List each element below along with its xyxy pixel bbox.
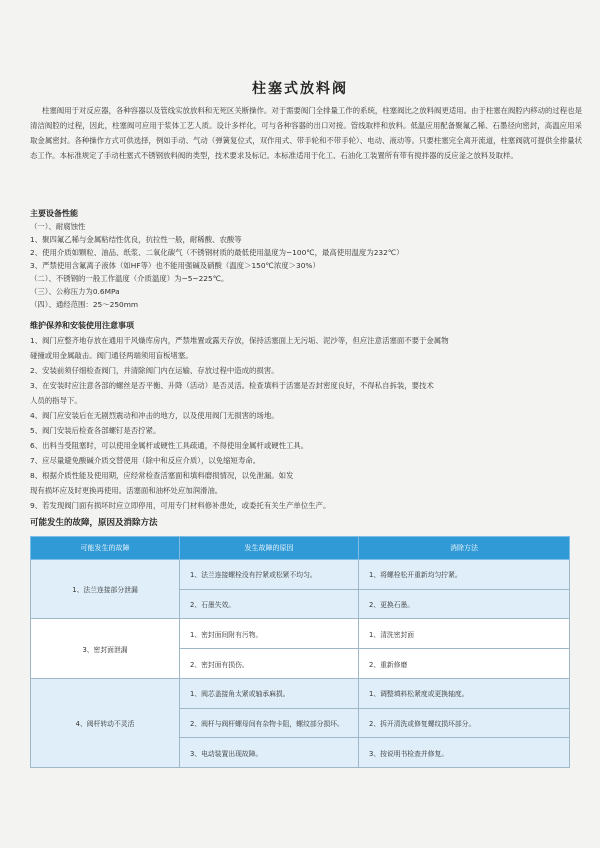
performance-line: （二）、不锈钢的一般工作温度（介质温度）为−5~225℃。 xyxy=(30,274,229,283)
fix-cell: 2、拆开清洗或修复螺纹损坏部分。 xyxy=(359,708,570,738)
cause-cell: 1、密封面间附有污物。 xyxy=(180,619,359,649)
intro-paragraph: 柱塞阀用于对反应器，各种容器以及管线实放放料和无死区关断操作。对于需要阀门全排量工作的系统，柱塞阀比之放料阀更适用。由于柱塞在阀腔内移动的过程也是清洁阀腔的过程，因此，柱塞阀可应用于浆体工艺人质。设计多样化，可与各种容器的出口对接。管线取样和放料。低温应用配备聚氟乙稀、石墨径向密封，高温应用采取金属密封。各种操作方式可供选择，例如手动、气动（弹簧复位式，双作用式、带手轮和不带手轮）、电动、液动等。只要柱塞完全离开流道，柱塞阀就可提供全排量状态工作。本标准规定了手动柱塞式不锈钢放料阀的类型，技术要求及标记。本标准适用于化工、石油化工装置所有带有搅拌器的反应釜之放料及取样。 xyxy=(30,106,582,160)
fix-cell: 2、重新修磨 xyxy=(359,649,570,679)
performance-line: （四）、通经范围：25～250mm xyxy=(30,300,139,309)
column-header: 消除方法 xyxy=(359,537,570,560)
maintenance-heading: 维护保养和安装使用注意事项 xyxy=(30,321,134,330)
maintenance-line: 碰撞或用金属敲击。阀门通径两端须用盲板堵塞。 xyxy=(30,351,193,360)
maintenance-line: 5、阀门安装后检查各部螺钉是否拧紧。 xyxy=(30,426,161,435)
cause-cell: 2、石墨失效。 xyxy=(180,589,359,619)
performance-line: （三）、公称压力为0.6MPa xyxy=(30,287,120,296)
fault-cell: 4、阀杆转动不灵活 xyxy=(31,678,180,767)
fix-cell: 1、清洗密封面 xyxy=(359,619,570,649)
performance-line: （一）、耐腐蚀性 xyxy=(30,222,86,231)
fix-cell: 1、调整填料松紧度或更换轴度。 xyxy=(359,678,570,708)
cause-cell: 1、阀芯盖接角太紧或轴承麻损。 xyxy=(180,678,359,708)
performance-line: 2、使用介质如颗粒、油品、纸浆、二氧化碳气（不锈钢材质的最低使用温度为−100℃，最高使用温度为232℃） xyxy=(30,248,404,257)
maintenance-line: 7、应尽量避免酸碱介质交替使用（除中和反应介质），以免缩短寿命。 xyxy=(30,456,261,465)
maintenance-line: 现有损坏应及时更换再使用。活塞面和油杯处应加润滑油。 xyxy=(30,486,223,495)
fault-cell: 3、密封面泄漏 xyxy=(31,619,180,678)
table-row xyxy=(31,678,570,708)
maintenance-line: 3、在安装时应注意各部的螺丝是否平衡、升降（活动）是否灵活。检查填料于活塞是否封密度良好，不得私自拆装，要技术 xyxy=(30,381,434,390)
maintenance-line: 1、阀门应整齐地存放在通用干风燥库房内，严禁堆置或露天存放，保持活塞面上无污垢、泥沙等，但应注意活塞面不要于金属物 xyxy=(30,336,449,345)
cause-cell: 2、阀杆与阀杆螺母间有杂物卡阻，螺纹部分损坏。 xyxy=(180,708,359,738)
column-header: 发生故障的原因 xyxy=(180,537,359,560)
maintenance-line: 2、安装前须仔细检查阀门，并清除阀门内在运输、存放过程中造成的损害。 xyxy=(30,366,279,375)
fault-table xyxy=(30,536,570,768)
performance-line: 1、聚四氟乙稀与金属粘结性优良，抗拉性一般，耐稀酸、农酸等 xyxy=(30,235,242,244)
fault-cell: 1、法兰连接部分泄漏 xyxy=(31,560,180,619)
performance-heading: 主要设备性能 xyxy=(30,209,78,218)
maintenance-line: 人员的指导下。 xyxy=(30,396,82,405)
fix-cell: 3、按说明书检查并修复。 xyxy=(359,738,570,768)
fix-cell: 1、将螺栓松开重新均匀拧紧。 xyxy=(359,560,570,590)
performance-line: 3、严禁使用含氟离子液体（如HF等）也不能用强碱及硝酸（温度＞150℃浓度＞30%） xyxy=(30,261,320,270)
cause-cell: 2、密封面有损伤。 xyxy=(180,649,359,679)
maintenance-line: 8、根据介质性能及使用期，应经常检查活塞面和填料磨损情况，以免泄漏。如发 xyxy=(30,471,294,480)
table-row xyxy=(31,619,570,649)
table-header-row xyxy=(31,537,570,560)
maintenance-line: 4、阀门应安装后在无剧烈震动和冲击的地方，以及使用阀门无损害的场地。 xyxy=(30,411,279,420)
fix-cell: 2、更换石墨。 xyxy=(359,589,570,619)
table-row xyxy=(31,560,570,590)
page-title: 柱塞式放料阀 xyxy=(252,81,348,97)
cause-cell: 3、电动装置出现故障。 xyxy=(180,738,359,768)
maintenance-line: 9、若发现阀门面有损坏时应立即停用，可用专门材料修补患处，或委托有关生产单位生产。 xyxy=(30,501,331,510)
column-header: 可能发生的故障 xyxy=(31,537,180,560)
fault-table-title: 可能发生的故障，原因及消除方法 xyxy=(30,518,158,528)
cause-cell: 1、法兰连接螺栓没有拧紧或松紧不均匀。 xyxy=(180,560,359,590)
maintenance-line: 6、出料当受阻塞时，可以使用金属杆或硬性工具疏通，不得使用金属杆或硬性工具。 xyxy=(30,441,309,450)
